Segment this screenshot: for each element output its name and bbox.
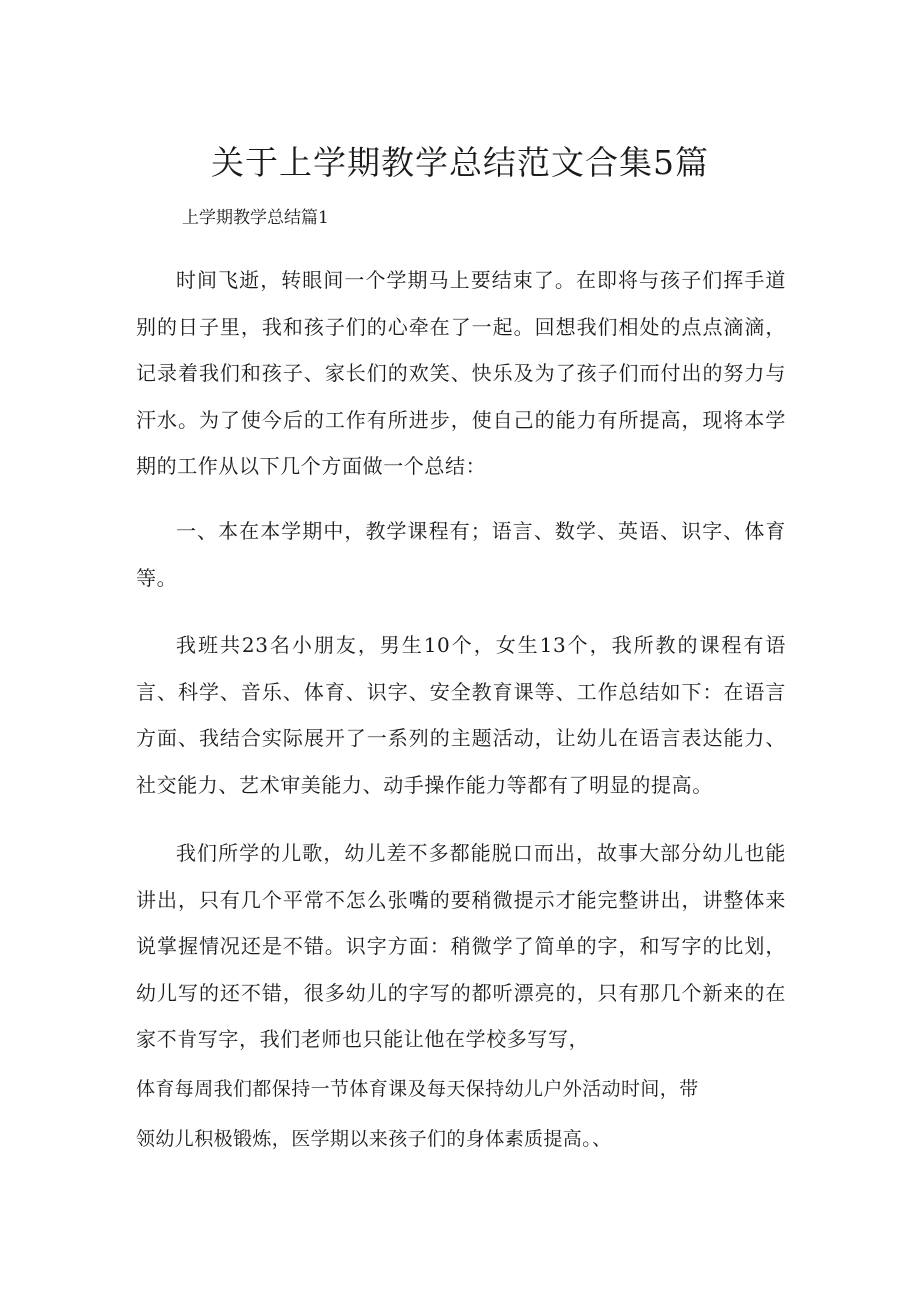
section-subtitle: 上学期教学总结篇1 (182, 208, 329, 228)
paragraph-class-summary: 我班共23名小朋友，男生10个，女生13个，我所教的课程有语言、科学、音乐、体育、识字、安全教育课等、工作总结如下：在语言方面、我结合实际展开了一系列的主题活动，让幼儿在语言表达能力、社交能力、艺术审美能力、动手操作能力等都有了明显的提高。 (136, 633, 786, 797)
document-title: 关于上学期教学总结范文合集5篇 (211, 143, 709, 182)
paragraph-courses: 一、本在本学期中，教学课程有；语言、数学、英语、识字、体育等。 (136, 519, 786, 590)
paragraph-sports-line-1: 体育每周我们都保持一节体育课及每天保持幼儿户外活动时间，带 (136, 1078, 699, 1100)
paragraph-intro: 时间飞逝，转眼间一个学期马上要结束了。在即将与孩子们挥手道别的日子里，我和孩子们的心牵在了一起。回想我们相处的点点滴滴，记录着我们和孩子、家长们的欢笑、快乐及为了孩子们而付出的努力与汗水。为了使今后的工作有所进步，使自己的能力有所提高，现将本学期的工作从以下几个方面做一个总结： (136, 268, 786, 478)
paragraph-literacy: 我们所学的儿歌，幼儿差不多都能脱口而出，故事大部分幼儿也能讲出，只有几个平常不怎么张嘴的要稍微提示才能完整讲出，讲整体来说掌握情况还是不错。识字方面：稍微学了简单的字，和写字的比划，幼儿写的还不错，很多幼儿的字写的都听漂亮的，只有那几个新来的在家不肯写字，我们老师也只能让他在学校多写写， (136, 841, 786, 1051)
paragraph-sports-line-2: 领幼儿积极锻炼，医学期以来孩子们的身体素质提高。、 (136, 1128, 612, 1150)
